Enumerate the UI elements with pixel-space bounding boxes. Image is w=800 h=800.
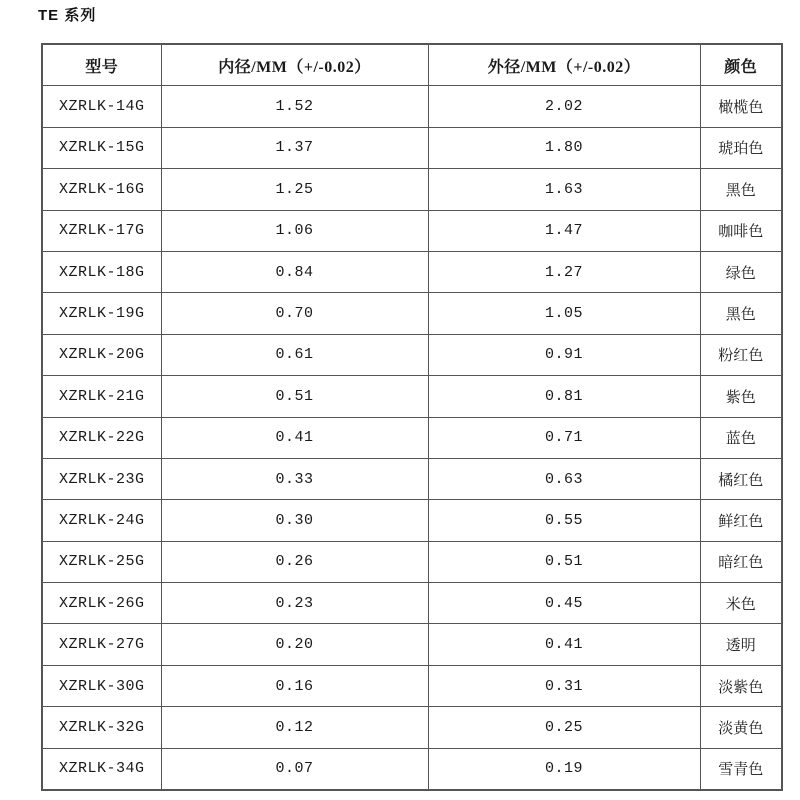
table-row bbox=[42, 458, 782, 499]
table-row bbox=[42, 417, 782, 458]
table-row bbox=[42, 624, 782, 665]
cell-color: 雪青色 bbox=[700, 748, 782, 790]
page-title: TE 系列 bbox=[38, 7, 97, 24]
cell-color: 暗红色 bbox=[700, 541, 782, 582]
cell-color: 鲜红色 bbox=[700, 500, 782, 541]
cell-color: 米色 bbox=[700, 583, 782, 624]
table-header-row bbox=[42, 44, 782, 86]
table-row bbox=[42, 748, 782, 790]
cell-inner-diameter: 0.16 bbox=[161, 665, 428, 706]
cell-outer-diameter: 0.41 bbox=[428, 624, 700, 665]
table-row bbox=[42, 169, 782, 210]
cell-model: XZRLK-22G bbox=[42, 417, 161, 458]
cell-inner-diameter: 0.61 bbox=[161, 334, 428, 375]
cell-color: 橘红色 bbox=[700, 458, 782, 499]
cell-model: XZRLK-25G bbox=[42, 541, 161, 582]
cell-outer-diameter: 0.31 bbox=[428, 665, 700, 706]
cell-outer-diameter: 2.02 bbox=[428, 86, 700, 127]
cell-model: XZRLK-15G bbox=[42, 127, 161, 168]
cell-color: 绿色 bbox=[700, 251, 782, 292]
cell-outer-diameter: 0.19 bbox=[428, 748, 700, 790]
cell-color: 淡黄色 bbox=[700, 707, 782, 748]
cell-model: XZRLK-14G bbox=[42, 86, 161, 127]
cell-outer-diameter: 1.63 bbox=[428, 169, 700, 210]
table-row bbox=[42, 707, 782, 748]
cell-model: XZRLK-26G bbox=[42, 583, 161, 624]
cell-outer-diameter: 0.51 bbox=[428, 541, 700, 582]
cell-color: 紫色 bbox=[700, 376, 782, 417]
table-row bbox=[42, 127, 782, 168]
cell-inner-diameter: 1.52 bbox=[161, 86, 428, 127]
cell-model: XZRLK-27G bbox=[42, 624, 161, 665]
cell-inner-diameter: 0.51 bbox=[161, 376, 428, 417]
table-row bbox=[42, 293, 782, 334]
cell-outer-diameter: 0.63 bbox=[428, 458, 700, 499]
table-row bbox=[42, 665, 782, 706]
cell-color: 透明 bbox=[700, 624, 782, 665]
cell-inner-diameter: 0.30 bbox=[161, 500, 428, 541]
cell-outer-diameter: 1.47 bbox=[428, 210, 700, 251]
header-outer-diameter: 外径/MM（+/-0.02） bbox=[428, 44, 700, 86]
cell-outer-diameter: 0.45 bbox=[428, 583, 700, 624]
table-row bbox=[42, 500, 782, 541]
cell-color: 黑色 bbox=[700, 293, 782, 334]
table-row bbox=[42, 334, 782, 375]
cell-outer-diameter: 0.71 bbox=[428, 417, 700, 458]
cell-color: 琥珀色 bbox=[700, 127, 782, 168]
cell-outer-diameter: 0.55 bbox=[428, 500, 700, 541]
spec-table bbox=[41, 43, 783, 791]
cell-model: XZRLK-21G bbox=[42, 376, 161, 417]
header-model: 型号 bbox=[42, 44, 161, 86]
cell-model: XZRLK-32G bbox=[42, 707, 161, 748]
cell-color: 黑色 bbox=[700, 169, 782, 210]
cell-model: XZRLK-30G bbox=[42, 665, 161, 706]
cell-model: XZRLK-34G bbox=[42, 748, 161, 790]
cell-inner-diameter: 1.37 bbox=[161, 127, 428, 168]
cell-model: XZRLK-17G bbox=[42, 210, 161, 251]
table-row bbox=[42, 210, 782, 251]
header-color: 颜色 bbox=[700, 44, 782, 86]
cell-outer-diameter: 1.80 bbox=[428, 127, 700, 168]
cell-color: 咖啡色 bbox=[700, 210, 782, 251]
table-row bbox=[42, 541, 782, 582]
header-inner-diameter: 内径/MM（+/-0.02） bbox=[161, 44, 428, 86]
cell-inner-diameter: 1.06 bbox=[161, 210, 428, 251]
cell-inner-diameter: 0.33 bbox=[161, 458, 428, 499]
cell-outer-diameter: 0.91 bbox=[428, 334, 700, 375]
cell-inner-diameter: 0.70 bbox=[161, 293, 428, 334]
cell-model: XZRLK-19G bbox=[42, 293, 161, 334]
cell-model: XZRLK-20G bbox=[42, 334, 161, 375]
cell-inner-diameter: 0.20 bbox=[161, 624, 428, 665]
cell-model: XZRLK-18G bbox=[42, 251, 161, 292]
cell-inner-diameter: 0.26 bbox=[161, 541, 428, 582]
table-row bbox=[42, 583, 782, 624]
cell-model: XZRLK-24G bbox=[42, 500, 161, 541]
cell-inner-diameter: 0.12 bbox=[161, 707, 428, 748]
table-row bbox=[42, 251, 782, 292]
table-row bbox=[42, 376, 782, 417]
cell-inner-diameter: 0.07 bbox=[161, 748, 428, 790]
cell-color: 淡紫色 bbox=[700, 665, 782, 706]
cell-model: XZRLK-16G bbox=[42, 169, 161, 210]
cell-inner-diameter: 1.25 bbox=[161, 169, 428, 210]
cell-outer-diameter: 0.25 bbox=[428, 707, 700, 748]
cell-model: XZRLK-23G bbox=[42, 458, 161, 499]
cell-color: 蓝色 bbox=[700, 417, 782, 458]
cell-outer-diameter: 0.81 bbox=[428, 376, 700, 417]
cell-color: 粉红色 bbox=[700, 334, 782, 375]
cell-inner-diameter: 0.41 bbox=[161, 417, 428, 458]
cell-outer-diameter: 1.05 bbox=[428, 293, 700, 334]
cell-inner-diameter: 0.84 bbox=[161, 251, 428, 292]
cell-outer-diameter: 1.27 bbox=[428, 251, 700, 292]
table-row bbox=[42, 86, 782, 127]
cell-inner-diameter: 0.23 bbox=[161, 583, 428, 624]
cell-color: 橄榄色 bbox=[700, 86, 782, 127]
